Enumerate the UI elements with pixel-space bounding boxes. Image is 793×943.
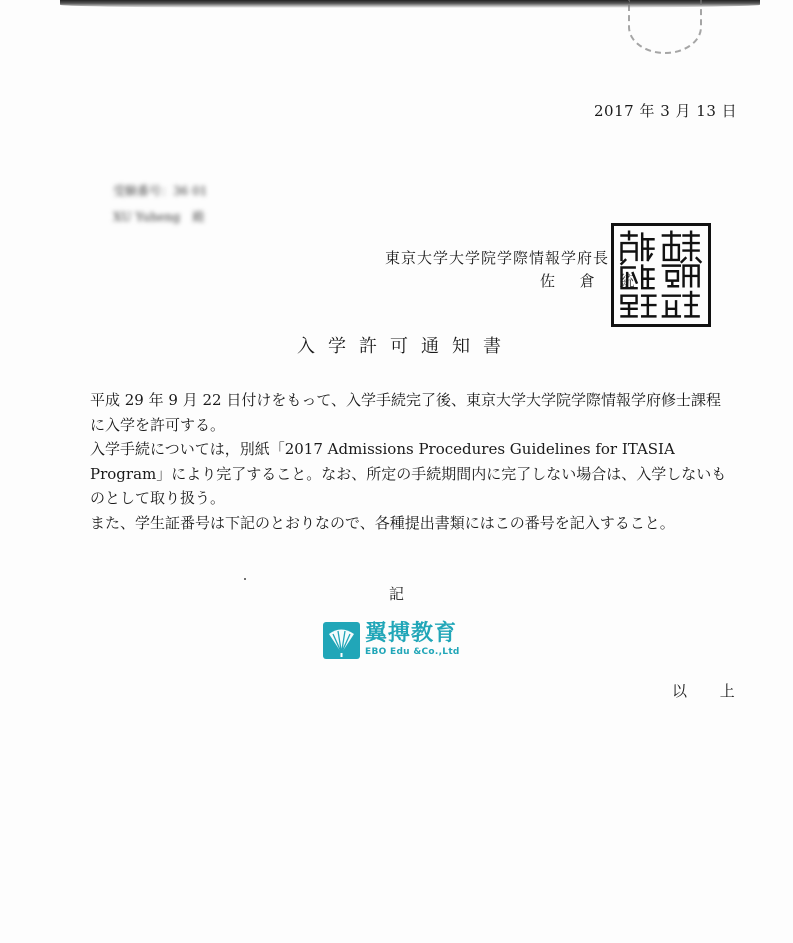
recipient-name: XU Yuheng 殿 [113, 210, 205, 224]
official-seal [611, 223, 711, 327]
body-text [90, 388, 730, 535]
issue-date: 2017 年 3 月 13 日 [594, 102, 738, 120]
ginkgo-leaf-icon [323, 622, 360, 659]
document-title: 入学許可通知書 [297, 336, 514, 357]
paragraph-admission: 平成 29 年 9 月 22 日付けをもって、入学手続完了後、東京大学大学院学際情報学府修士課程に入学を許可する。 [90, 391, 722, 434]
paragraph-student-number: また、学生証番号は下記のとおりなので、各種提出書類にはこの番号を記入すること。 [90, 513, 675, 532]
closing-ijo: 以 上 [672, 682, 749, 700]
recipient-block [113, 178, 207, 230]
watermark-name-cn: 翼搏教育 [365, 621, 458, 646]
corner-stamp-mark [628, 0, 702, 54]
sender-block [385, 247, 645, 293]
watermark-name-en: EBO Edu &Co.,Ltd [365, 647, 460, 657]
recipient-exam-number: 受験番号：36 01 [113, 184, 208, 198]
sender-title: 東京大学大学院学際情報学府長 [385, 249, 610, 267]
seal-glyphs [614, 226, 708, 324]
ki-heading: 記 [389, 585, 405, 603]
sender-name: 佐 倉 統 [540, 272, 645, 290]
paragraph-procedures: 入学手続については，別紙「2017 Admissions Procedures Guidelines for ITASIA Program」により完了すること。なお、所定の手続期間内に完了しない場合は、入学しないものとして取り扱う。 [90, 440, 727, 507]
scan-speck [244, 578, 246, 580]
watermark-logo [323, 622, 460, 662]
